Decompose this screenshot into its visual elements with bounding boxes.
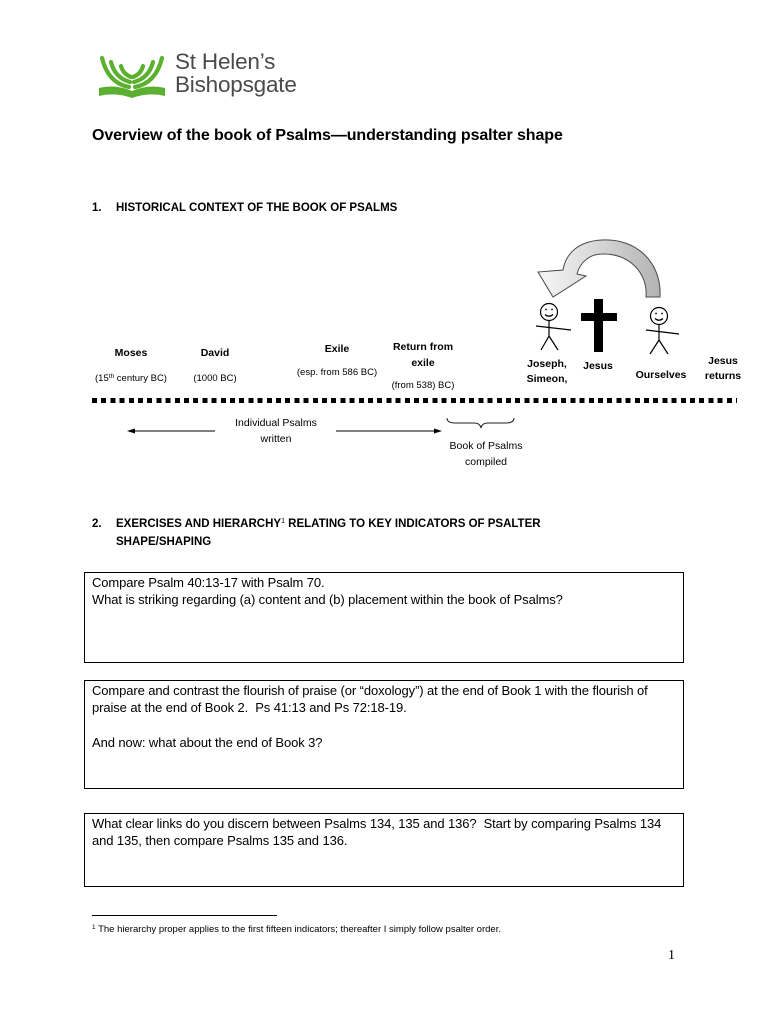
- exercise-box-1: [84, 572, 684, 663]
- moses-date-end: century BC): [114, 373, 167, 384]
- exercise-1-line-2: What is striking regarding (a) content and (b) placement within the book of Psalms?: [92, 592, 563, 607]
- compilation-brace: [447, 418, 514, 428]
- timeline-label-david: David: [200, 347, 230, 359]
- timeline-date-return: (from 538) BC): [391, 380, 455, 391]
- timeline-label-jesus: Jesus: [583, 360, 613, 372]
- document-title: Overview of the book of Psalms—understanding psalter shape: [92, 127, 563, 144]
- timeline-label-moses: Moses: [114, 347, 148, 359]
- moses-date-start: (15: [95, 373, 109, 384]
- timeline-label-ourselves: Ourselves: [635, 369, 687, 381]
- curved-arrow-icon: [538, 240, 660, 297]
- exercise-box-3: [84, 813, 684, 887]
- logo-wordmark: [175, 50, 297, 96]
- logo-line-1: St Helen’s: [175, 49, 276, 74]
- psalms-compiled-line-2: compiled: [464, 456, 508, 468]
- cross-icon: [581, 299, 617, 352]
- return-label-line-2: exile: [411, 357, 435, 369]
- individual-psalms-written-label: [226, 415, 326, 447]
- timeline-label-jesus-returns: [688, 354, 758, 384]
- footnote-separator: [92, 915, 277, 916]
- exercise-box-2: [84, 680, 684, 789]
- footnote: [92, 923, 501, 937]
- jesus-returns-line-2: returns: [704, 370, 742, 382]
- section-1-number: 1.: [92, 202, 102, 214]
- joseph-label-line-1: Joseph,: [527, 358, 567, 370]
- open-book-logo-icon: [98, 54, 166, 99]
- timeline-dotted-line: [92, 398, 737, 403]
- timeline-label-return-from-exile: [373, 339, 473, 371]
- exercise-3-paragraph-1: What clear links do you discern between Psalms 134, 135 and 136? Start by comparing Psalms 134 and 135, then compare Psalms 135 and 136.: [92, 816, 665, 848]
- section-2-number: 2.: [92, 518, 102, 530]
- section-2-title-line-1: [116, 515, 541, 533]
- timeline-date-exile: (esp. from 586 BC): [296, 367, 378, 378]
- footnote-mark: 1: [92, 924, 96, 931]
- left-arrow-icon: [127, 429, 215, 434]
- timeline-date-david: (1000 BC): [193, 373, 237, 384]
- timeline-label-exile: Exile: [324, 343, 350, 355]
- right-arrow-icon: [336, 429, 442, 434]
- section-2-title-line-2: SHAPE/SHAPING: [116, 536, 212, 548]
- stick-figure-icon: [536, 304, 571, 351]
- section-1-title: HISTORICAL CONTEXT OF THE BOOK OF PSALMS: [116, 202, 398, 214]
- page-number: 1: [668, 948, 675, 963]
- jesus-returns-line-1: Jesus: [708, 355, 738, 367]
- exercise-1-line-1: Compare Psalm 40:13-17 with Psalm 70.: [92, 575, 325, 590]
- footnote-reference: 1: [281, 518, 285, 525]
- book-of-psalms-compiled-label: [436, 438, 536, 470]
- section-2-title-start: EXERCISES AND HIERARCHY: [116, 518, 282, 530]
- section-2-title-rest: RELATING TO KEY INDICATORS OF PSALTER: [284, 518, 541, 530]
- psalms-written-line-1: Individual Psalms: [235, 417, 317, 429]
- joseph-label-line-2: Simeon,: [526, 373, 568, 385]
- stick-figure-icon: [646, 308, 679, 355]
- section-2-title: [116, 515, 541, 551]
- exercise-2-paragraph-1: Compare and contrast the flourish of praise (or “doxology”) at the end of Book 1 with the flourish of praise at the end of Book 2. Ps 41:13 and Ps 72:18-19.: [92, 683, 652, 715]
- psalms-written-line-2: written: [260, 433, 292, 445]
- moses-date-superscript: th: [108, 373, 115, 380]
- logo-line-2: Bishopsgate: [175, 72, 297, 97]
- psalms-compiled-line-1: Book of Psalms: [449, 440, 523, 452]
- return-label-line-1: Return from: [392, 341, 454, 353]
- footnote-text: The hierarchy proper applies to the first fifteen indicators; thereafter I simply follow psalter order.: [95, 924, 501, 935]
- exercise-2-paragraph-2: And now: what about the end of Book 3?: [92, 735, 323, 750]
